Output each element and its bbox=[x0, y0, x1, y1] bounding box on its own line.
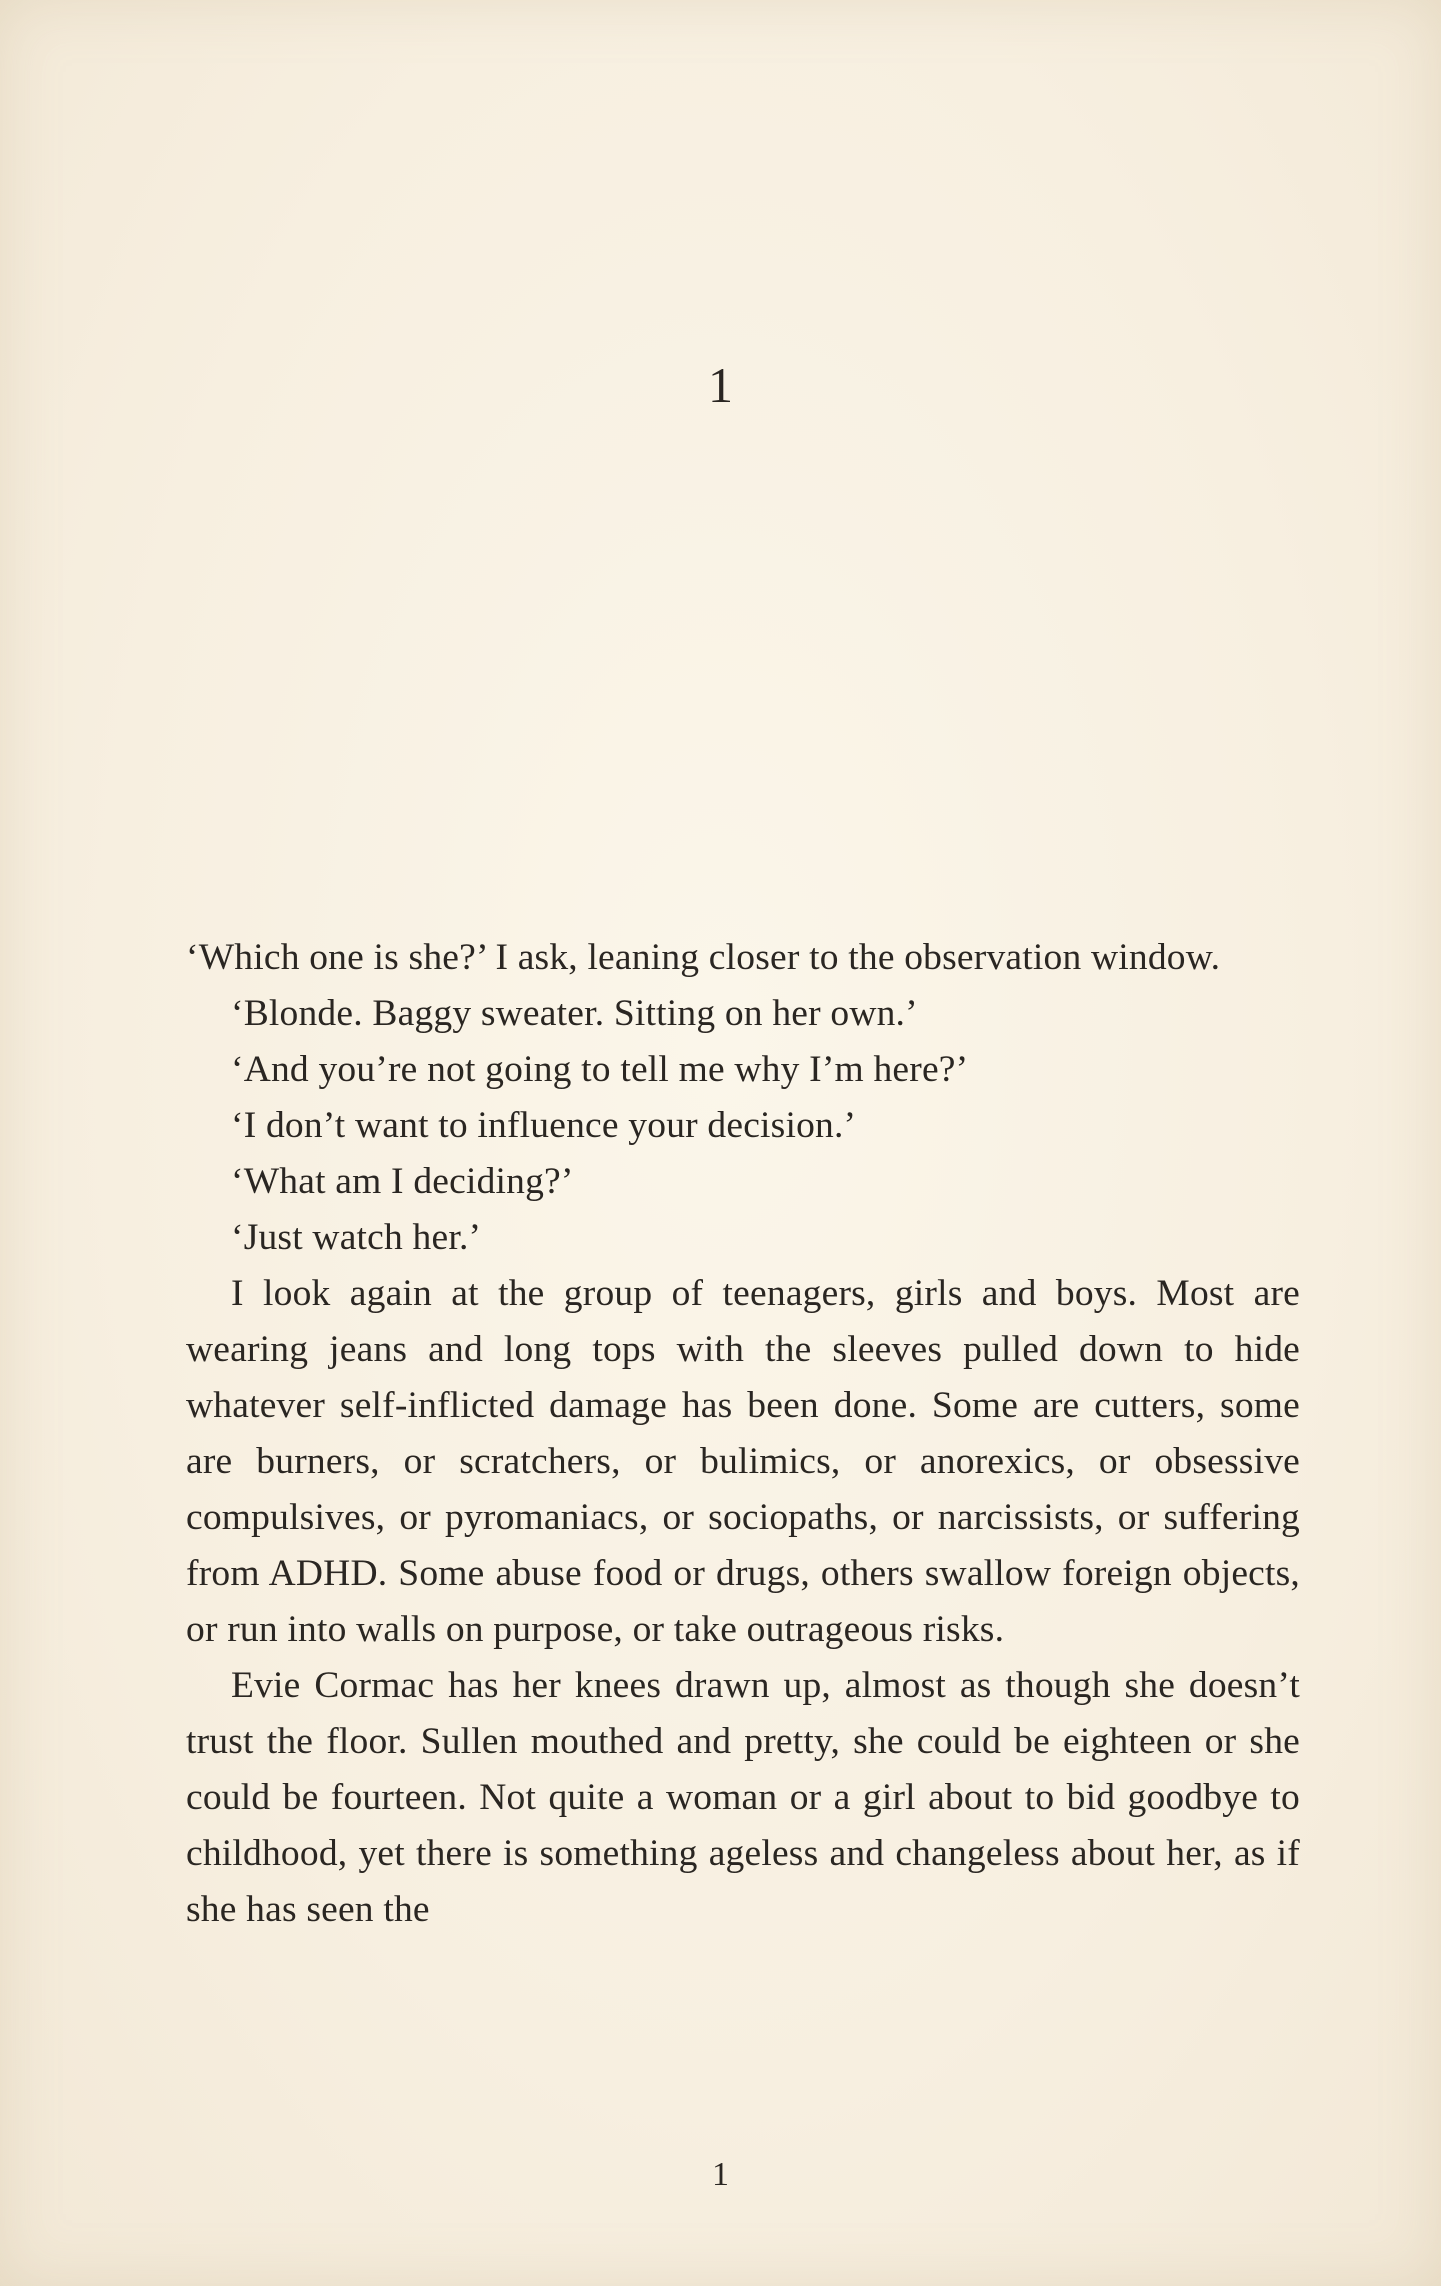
paragraph: I look again at the group of teenagers, girls and boys. Most are wearing jeans and long tops with the sleeves pulled down to hide whatever self-inflicted damage has been done. Some are cutters, some are burners, or scratchers, or bulimics, or anorexics, or obsessive compulsives, or pyromaniacs, or sociopaths, or narcissists, or suffering from ADHD. Some abuse food or drugs, others swallow foreign objects, or run into walls on purpose, or take outrageous risks. bbox=[186, 1273, 1300, 1650]
paragraph: ‘I don’t want to influence your decision.’ bbox=[231, 1105, 857, 1146]
page-number: 1 bbox=[712, 2156, 729, 2193]
paragraph: ‘Which one is she?’ I ask, leaning closer to the observation window. bbox=[186, 937, 1221, 978]
paragraph: ‘What am I deciding?’ bbox=[231, 1161, 574, 1202]
chapter-number: 1 bbox=[708, 357, 733, 413]
paragraph: ‘And you’re not going to tell me why I’m here?’ bbox=[231, 1049, 969, 1090]
chapter-body bbox=[186, 930, 1300, 1938]
paragraph: Evie Cormac has her knees drawn up, almost as though she doesn’t trust the floor. Sullen mouthed and pretty, she could be eighteen or she could be fourteen. Not quite a woman or a girl about to bid goodbye to childhood, yet there is something ageless and changeless about her, as if she has seen the bbox=[186, 1665, 1300, 1930]
paragraph: ‘Blonde. Baggy sweater. Sitting on her own.’ bbox=[231, 993, 918, 1034]
paragraph: ‘Just watch her.’ bbox=[231, 1217, 482, 1258]
